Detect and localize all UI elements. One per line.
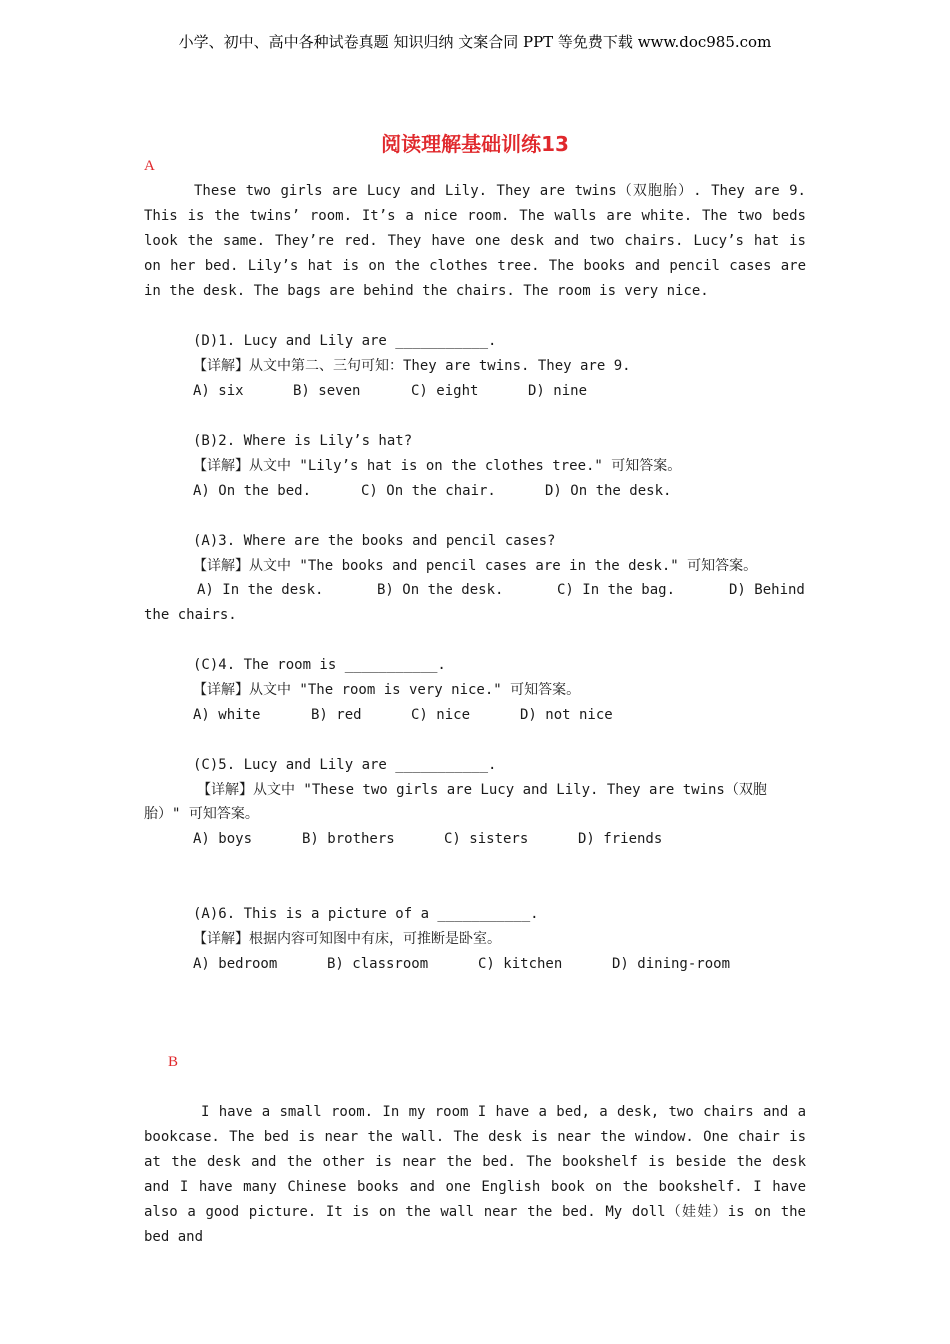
question-5-option-b: B) brothers bbox=[302, 831, 395, 847]
question-1-option-b: B) seven bbox=[293, 383, 361, 399]
section-b-passage bbox=[144, 1100, 806, 1250]
page-header: 小学、初中、高中各种试卷真题 知识归纳 文案合同 PPT 等免费下载 www.doc985.com bbox=[178, 33, 772, 51]
question-5-option-d: D) friends bbox=[578, 831, 663, 847]
passage-text: These two girls are Lucy and Lily. They are twins（双胞胎）. They are 9. This is the twins’ room. It’s a nice room. The walls are white. The two beds look the same. They’re red. They have one desk and two chairs. Lucy’s hat is on her bed. Lily’s hat is on the clothes tree. The books and pencil cases are in the desk. The bags are behind the chairs. The room is very nice. bbox=[144, 183, 806, 299]
question-6-explanation: 【详解】根据内容可知图中有床，可推断是卧室。 bbox=[193, 931, 501, 947]
question-1-explanation: 【详解】从文中第二、三句可知：They are twins. They are 9. bbox=[193, 358, 631, 374]
question-2-option-c: C) On the chair. bbox=[361, 483, 496, 499]
question-3-option-d: D) Behind bbox=[729, 582, 805, 598]
question-1-option-a: A) six bbox=[193, 383, 244, 399]
question-4: (C)4. The room is ___________. bbox=[193, 657, 446, 673]
question-2-option-a: A) On the bed. bbox=[193, 483, 312, 499]
question-5-option-a: A) boys bbox=[193, 831, 253, 847]
question-5-explanation-wrap: 胎）" 可知答案。 bbox=[144, 806, 259, 822]
question-3-explanation: 【详解】从文中 "The books and pencil cases are in the desk." 可知答案。 bbox=[193, 558, 758, 574]
question-1: (D)1. Lucy and Lily are ___________. bbox=[193, 333, 497, 349]
question-3: (A)3. Where are the books and pencil cases? bbox=[193, 533, 556, 549]
question-3-option-c: C) In the bag. bbox=[557, 582, 676, 598]
question-1-option-c: C) eight bbox=[411, 383, 479, 399]
passage-text: I have a small room. In my room I have a bed, a desk, two chairs and a bookcase. The bed is near the wall. The desk is near the window. One chair is at the desk and the other is near the bed. The bookshelf is beside the desk and I have many Chinese books and one English book on the bookshelf. I have also a good picture. It is on the wall near the bed. My doll（娃娃）is on the bed and bbox=[144, 1104, 806, 1245]
question-3-option-b: B) On the desk. bbox=[377, 582, 504, 598]
section-a-passage bbox=[144, 179, 806, 304]
question-2-explanation: 【详解】从文中 "Lily’s hat is on the clothes tree." 可知答案。 bbox=[193, 458, 682, 474]
page-title: 阅读理解基础训练13 bbox=[381, 132, 569, 156]
question-5-option-c: C) sisters bbox=[444, 831, 529, 847]
section-b-label: B bbox=[168, 1054, 179, 1070]
section-a-label: A bbox=[144, 158, 155, 174]
question-2: (B)2. Where is Lily’s hat? bbox=[193, 433, 413, 449]
question-4-option-c: C) nice bbox=[411, 707, 471, 723]
question-2-option-d: D) On the desk. bbox=[545, 483, 672, 499]
question-1-option-d: D) nine bbox=[528, 383, 588, 399]
question-6-option-b: B) classroom bbox=[327, 956, 429, 972]
question-4-explanation: 【详解】从文中 "The room is very nice." 可知答案。 bbox=[193, 682, 581, 698]
question-4-option-b: B) red bbox=[311, 707, 362, 723]
question-5: (C)5. Lucy and Lily are ___________. bbox=[193, 757, 497, 773]
question-6: (A)6. This is a picture of a ___________. bbox=[193, 906, 539, 922]
question-3-option-d-wrap: the chairs. bbox=[144, 607, 237, 623]
question-4-option-a: A) white bbox=[193, 707, 261, 723]
question-4-option-d: D) not nice bbox=[520, 707, 613, 723]
question-3-option-a: A) In the desk. bbox=[197, 582, 324, 598]
question-5-explanation: 【详解】从文中 "These two girls are Lucy and Lily. They are twins（双胞 bbox=[197, 782, 767, 798]
question-6-option-a: A) bedroom bbox=[193, 956, 278, 972]
question-6-option-c: C) kitchen bbox=[478, 956, 563, 972]
question-6-option-d: D) dining-room bbox=[612, 956, 731, 972]
